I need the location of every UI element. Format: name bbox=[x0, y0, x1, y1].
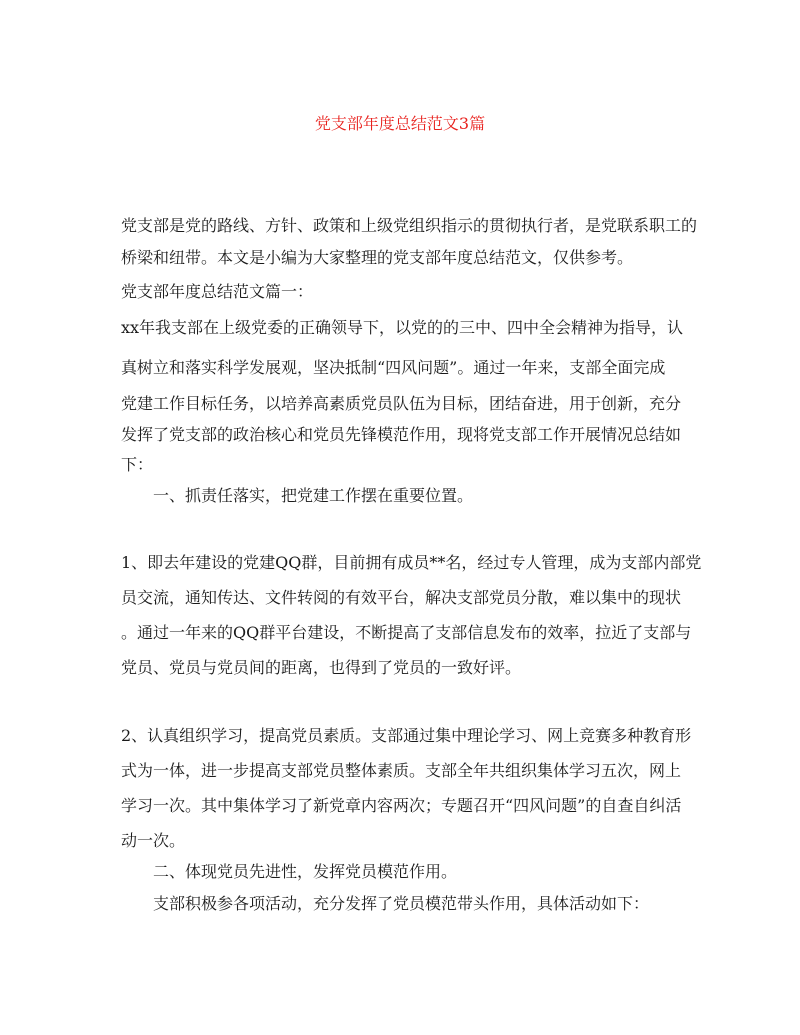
paragraph-line: 党员、党员与党员间的距离，也得到了党员的一致好评。 bbox=[121, 658, 522, 677]
paragraph-line: 式为一体，进一步提高支部党员整体素质。支部全年共组织集体学习五次，网上 bbox=[121, 761, 682, 780]
paragraph-line: 发挥了党支部的政治核心和党员先锋模范作用，现将党支部工作开展情况总结如 bbox=[121, 425, 682, 444]
paragraph-line: 动一次。 bbox=[121, 831, 186, 850]
section-heading: 一、抓责任落实，把党建工作摆在重要位置。 bbox=[153, 486, 474, 505]
paragraph-line: 学习一次。其中集体学习了新党章内容两次；专题召开“四风问题”的自查自纠活 bbox=[121, 796, 682, 815]
paragraph-line: 真树立和落实科学发展观，坚决抵制“四风问题”。通过一年来，支部全面完成 bbox=[121, 358, 666, 377]
paragraph-line: 下： bbox=[121, 455, 154, 474]
paragraph-line: 1、即去年建设的党建QQ群，目前拥有成员**名，经过专人管理，成为支部内部党 bbox=[121, 553, 702, 572]
section-heading: 党支部年度总结范文篇一： bbox=[121, 282, 314, 301]
paragraph-line: xx年我支部在上级党委的正确领导下，以党的的三中、四中全会精神为指导，认 bbox=[121, 318, 684, 337]
document-title: 党支部年度总结范文3篇 bbox=[314, 114, 486, 133]
paragraph-line: 桥梁和纽带。本文是小编为大家整理的党支部年度总结范文，仅供参考。 bbox=[121, 248, 634, 267]
paragraph-line: 2、认真组织学习，提高党员素质。支部通过集中理论学习、网上竞赛多种教育形 bbox=[121, 726, 692, 745]
paragraph-line: 党建工作目标任务，以培养高素质党员队伍为目标，团结奋进，用于创新，充分 bbox=[121, 394, 682, 413]
section-heading: 二、体现党员先进性，发挥党员模范作用。 bbox=[153, 862, 458, 881]
paragraph-line: 支部积极参各项活动，充分发挥了党员模范带头作用，具体活动如下： bbox=[153, 894, 650, 913]
paragraph-line: 员交流，通知传达、文件转阅的有效平台，解决支部党员分散，难以集中的现状 bbox=[121, 588, 682, 607]
paragraph-line: 党支部是党的路线、方针、政策和上级党组织指示的贯彻执行者，是党联系职工的 bbox=[121, 216, 698, 235]
paragraph-line: 。通过一年来的QQ群平台建设，不断提高了支部信息发布的效率，拉近了支部与 bbox=[121, 623, 692, 642]
